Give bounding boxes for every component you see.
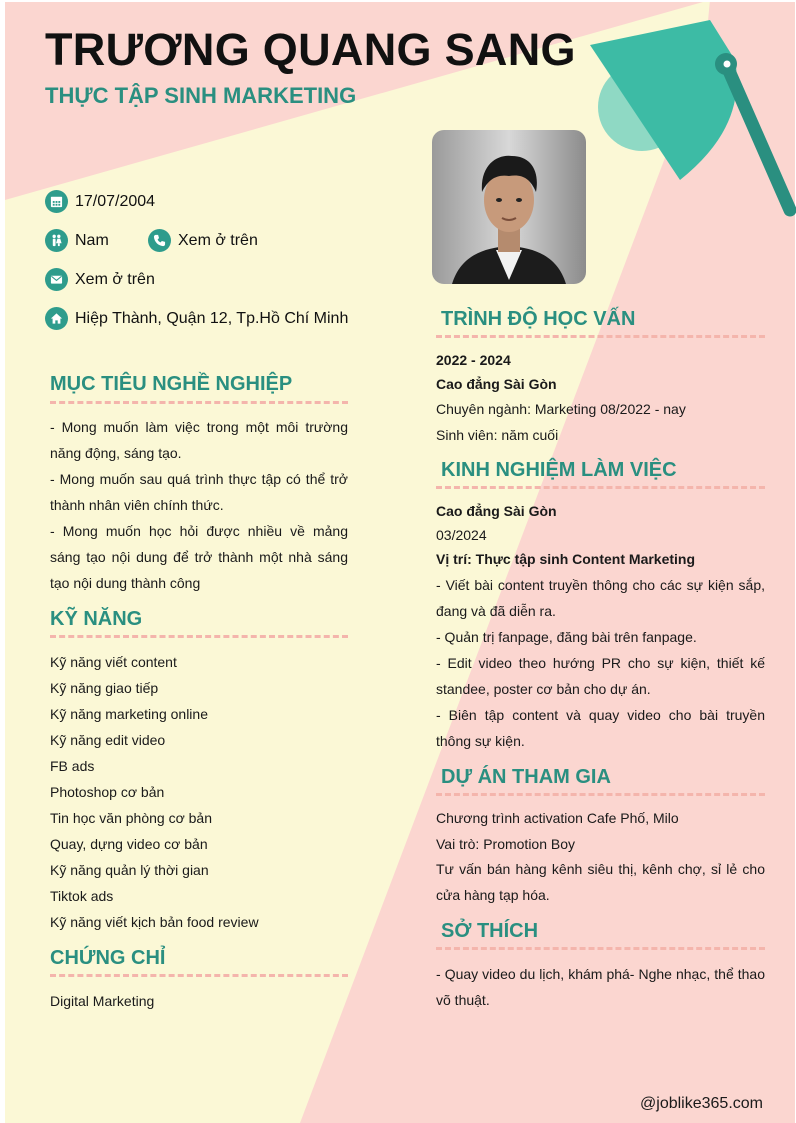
hobbies-heading: SỞ THÍCH <box>441 920 539 942</box>
section-divider <box>50 635 348 638</box>
list-item: - Quản trị fanpage, đăng bài trên fanpage. <box>436 629 697 645</box>
list-item: Kỹ năng edit video <box>50 732 166 748</box>
footer-brand: @joblike365.com <box>640 1095 763 1112</box>
project-name: Chương trình activation Cafe Phố, Milo <box>436 810 679 826</box>
list-item: Kỹ năng marketing online <box>50 706 208 722</box>
phone-row <box>148 229 258 252</box>
home-icon <box>45 307 68 330</box>
education-major: Chuyên ngành: Marketing 08/2022 - nay <box>436 401 686 417</box>
list-item: - Mong muốn học hỏi được nhiều về mảng sáng tạo nội dung để trở thành một nhà sáng tạo nội dung thành công <box>50 523 348 591</box>
list-item: Kỹ năng viết content <box>50 654 177 670</box>
list-item: Tin học văn phòng cơ bản <box>50 810 212 826</box>
experience-position: Vị trí: Thực tập sinh Content Marketing <box>436 551 696 567</box>
section-divider <box>436 335 765 338</box>
education-status: Sinh viên: năm cuối <box>436 427 559 443</box>
list-item: Quay, dựng video cơ bản <box>50 836 208 852</box>
list-item: Photoshop cơ bản <box>50 784 165 800</box>
list-item: - Mong muốn làm việc trong một môi trường năng động, sáng tạo. <box>50 419 348 461</box>
project-description: Tư vấn bán hàng kênh siêu thị, kênh chợ, sỉ lẻ cho cửa hàng tạp hóa. <box>436 861 765 903</box>
education-period: 2022 - 2024 <box>436 352 511 368</box>
list-item: Kỹ năng giao tiếp <box>50 680 159 696</box>
candidate-name: TRƯƠNG QUANG SANG <box>45 24 576 75</box>
address-row <box>45 307 348 330</box>
gender-row <box>45 229 109 252</box>
skills-list <box>50 649 348 935</box>
experience-heading: KINH NGHIỆM LÀM VIỆC <box>441 459 677 481</box>
calendar-icon <box>45 190 68 213</box>
experience-date: 03/2024 <box>436 527 487 543</box>
education-school: Cao đẳng Sài Gòn <box>436 376 557 392</box>
gender-icon <box>45 229 68 252</box>
hobbies-text: - Quay video du lịch, khám phá- Nghe nhạc, thể thao võ thuật. <box>436 966 765 1008</box>
experience-company: Cao đẳng Sài Gòn <box>436 503 557 519</box>
list-item: - Viết bài content truyền thông cho các sự kiện sắp, đang và đã diễn ra. <box>436 577 765 619</box>
phone-icon <box>148 229 171 252</box>
section-divider <box>436 793 765 796</box>
birthdate-value: 17/07/2004 <box>75 192 156 210</box>
projects-block <box>436 805 765 857</box>
gender-value: Nam <box>75 231 109 249</box>
email-icon <box>45 268 68 291</box>
email-row <box>45 268 155 291</box>
list-item: Digital Marketing <box>50 993 155 1009</box>
career-objective-heading: MỤC TIÊU NGHỀ NGHIỆP <box>50 373 293 395</box>
list-item: Kỹ năng quản lý thời gian <box>50 862 209 878</box>
projects-heading: DỰ ÁN THAM GIA <box>441 766 611 788</box>
experience-block <box>436 499 765 571</box>
phone-value: Xem ở trên <box>178 231 258 249</box>
education-block <box>436 348 765 448</box>
list-item: Kỹ năng viết kịch bản food review <box>50 914 259 930</box>
career-objective-list <box>50 414 348 596</box>
certificates-heading: CHỨNG CHỈ <box>50 947 166 969</box>
section-divider <box>436 947 765 950</box>
email-value: Xem ở trên <box>75 270 155 288</box>
candidate-title: THỰC TẬP SINH MARKETING <box>45 83 357 108</box>
section-divider <box>436 486 765 489</box>
experience-duties <box>436 572 765 754</box>
certificates-list <box>50 988 348 1014</box>
birthdate-row <box>45 190 155 213</box>
address-value: Hiệp Thành, Quận 12, Tp.Hồ Chí Minh <box>75 309 349 327</box>
profile-photo <box>432 130 586 284</box>
list-item: FB ads <box>50 758 95 774</box>
section-divider <box>50 974 348 977</box>
list-item: Tiktok ads <box>50 888 114 904</box>
education-heading: TRÌNH ĐỘ HỌC VẤN <box>441 308 636 330</box>
list-item: - Edit video theo hướng PR cho sự kiện, thiết kế standee, poster cơ bản cho dự án. <box>436 655 765 697</box>
section-divider <box>50 401 348 404</box>
list-item: - Mong muốn sau quá trình thực tập có thể trở thành nhân viên chính thức. <box>50 471 348 513</box>
skills-heading: KỸ NĂNG <box>50 608 143 630</box>
list-item: - Biên tập content và quay video cho bài truyền thông sự kiện. <box>436 707 765 749</box>
project-role: Vai trò: Promotion Boy <box>436 836 576 852</box>
